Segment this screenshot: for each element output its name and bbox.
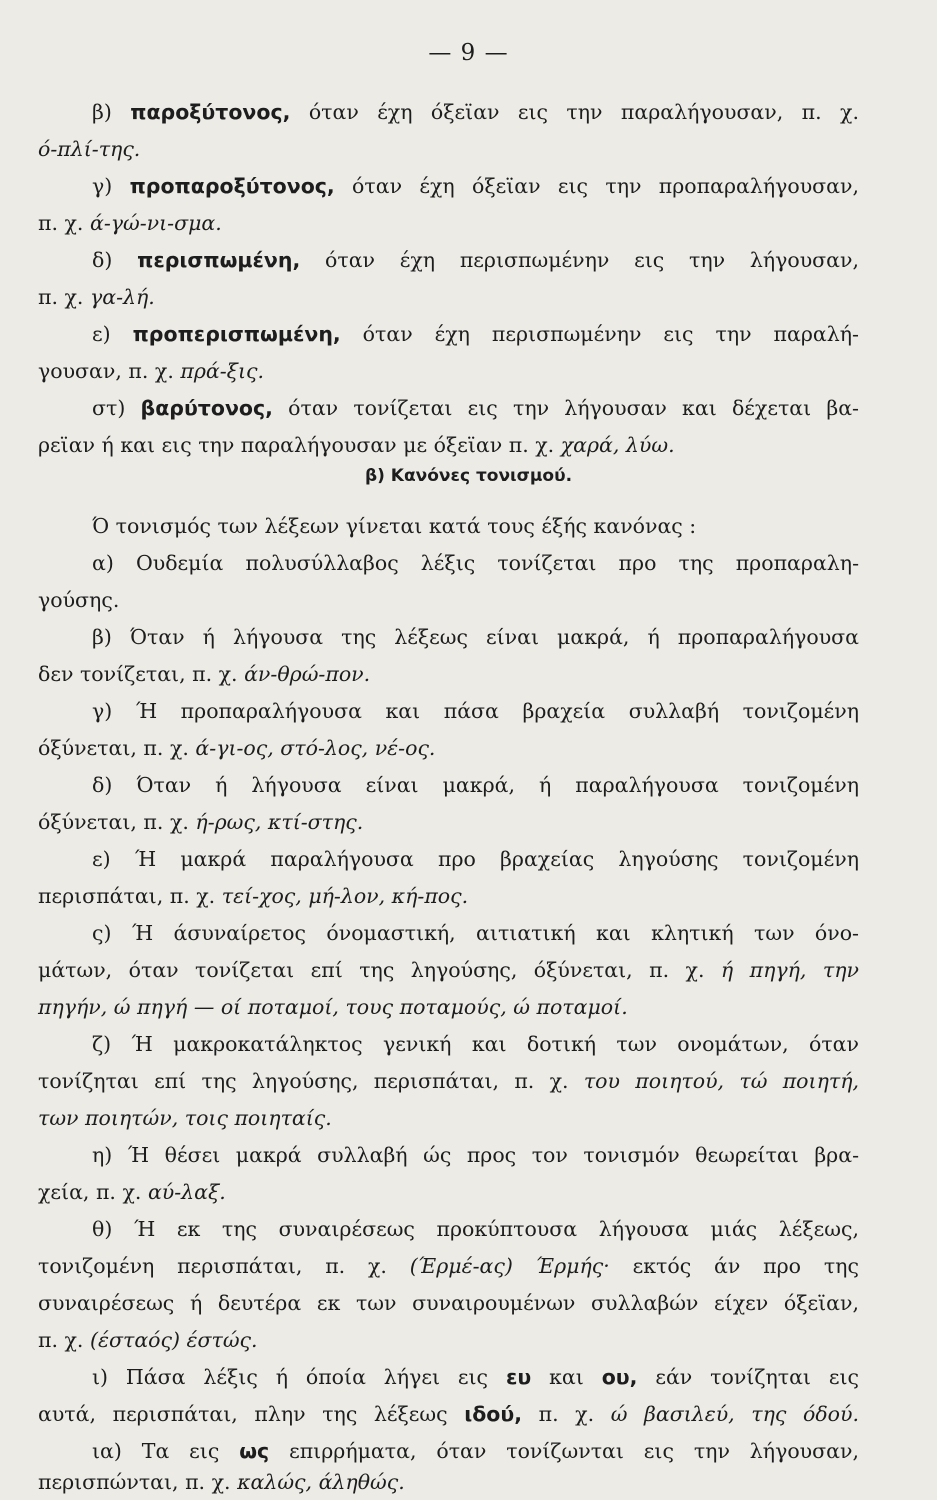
rule-th-line3: συναιρέσεως ή δευτέρα εκ των συναιρουμένων συλλαβών είχεν όξεϊαν, [38, 1291, 859, 1315]
line-paroxytone-example: ό-πλί-της. [38, 137, 141, 161]
line-properispomene: ε) προπερισπωμένη, όταν έχη περισπωμένην εις την παραλή- [92, 322, 859, 346]
rule-h-line2: χεία, π. χ. αύ-λαξ. [38, 1180, 226, 1204]
rule-d-line2: όξύνεται, π. χ. ή-ρως, κτί-στης. [38, 810, 364, 834]
rule-i-line2: αυτά, περισπάται, πλην της λέξεως ιδού, π. χ. ώ βασιλεύ, της όδού. [38, 1402, 859, 1426]
term-properispomene: προπερισπωμένη, [132, 322, 341, 346]
line-paroxytone: β) παροξύτονος, όταν έχη όξεϊαν εις την παραλήγουσαν, π. χ. [92, 100, 859, 124]
line-barytone: στ) βαρύτονος, όταν τονίζεται εις την λήγουσαν και δέχεται βα- [92, 396, 859, 420]
line-proparoxytone-example: π. χ. ά-γώ-νι-σμα. [38, 211, 222, 235]
rule-th-line4: π. χ. (έσταός) έστώς. [38, 1328, 258, 1352]
line-proparoxytone: γ) προπαροξύτονος, όταν έχη όξεϊαν εις την προπαραλήγουσαν, [92, 174, 859, 198]
rule-c-line2: όξύνεται, π. χ. ά-γι-ος, στό-λος, νέ-ος. [38, 736, 436, 760]
rule-i-line1: ι) Πάσα λέξις ή όποία λήγει εις ευ και ου, εάν τονίζηται εις [92, 1365, 859, 1389]
rule-b-line2: δεν τονίζεται, π. χ. άν-θρώ-πον. [38, 662, 371, 686]
rule-e-line2: περισπάται, π. χ. τεί-χος, μή-λον, κή-πος. [38, 884, 469, 908]
term-proparoxytone: προπαροξύτονος, [129, 174, 335, 198]
line-barytone-example: ρεϊαν ή και εις την παραλήγουσαν με όξεϊαν π. χ. χαρά, λύω. [38, 433, 675, 457]
rule-z-line3: των ποιητών, τοις ποιηταίς. [38, 1106, 332, 1130]
line-properispomene-example: γουσαν, π. χ. πρά-ξις. [38, 359, 264, 383]
rule-d-line1: δ) Όταν ή λήγουσα είναι μακρά, ή παραλήγουσα τονιζομένη [92, 773, 859, 797]
rule-s-line2: μάτων, όταν τονίζεται επί της ληγούσης, όξύνεται, π. χ. ή πηγή, την [38, 958, 859, 982]
intro-line: Ό τονισμός των λέξεων γίνεται κατά τους έξής κανόνας : [92, 514, 697, 538]
rule-z-line2: τονίζηται επί της ληγούσης, περισπάται, π. χ. του ποιητού, τώ ποιητή, [38, 1069, 859, 1093]
rule-c-line1: γ) Ή προπαραλήγουσα και πάσα βραχεία συλλαβή τονιζομένη [92, 699, 859, 723]
rule-e-line1: ε) Ή μακρά παραλήγουσα προ βραχείας ληγούσης τονιζομένη [92, 847, 859, 871]
rule-ia-line1: ια) Τα εις ως επιρρήματα, όταν τονίζωνται εις την λήγουσαν, [92, 1439, 859, 1463]
line-perispomene: δ) περισπωμένη, όταν έχη περισπωμένην εις την λήγουσαν, [92, 248, 859, 272]
rule-h-line1: η) Ή θέσει μακρά συλλαβή ώς προς τον τονισμόν θεωρείται βρα- [92, 1143, 859, 1167]
rule-a-line2: γούσης. [38, 588, 120, 612]
rule-s-line3: πηγήν, ώ πηγή — οί ποταμοί, τους ποταμούς, ώ ποταμοί. [38, 995, 628, 1019]
rule-s-line1: ς) Ή άσυναίρετος όνομαστική, αιτιατική και κλητική των όνο- [92, 921, 859, 945]
rule-ia-line2: περισπώνται, π. χ. καλώς, άληθώς. [38, 1470, 405, 1494]
section-heading: β) Κανόνες τονισμού. [364, 466, 573, 486]
rule-th-line2: τονιζομένη περισπάται, π. χ. (Έρμέ-ας) Έρμής· εκτός άν προ της [38, 1254, 859, 1278]
term-perispomene: περισπωμένη, [137, 248, 301, 272]
term-barytone: βαρύτονος, [140, 396, 273, 420]
term-paroxytone: παροξύτονος, [130, 100, 291, 124]
rule-a-line1: α) Ουδεμία πολυσύλλαβος λέξις τονίζεται προ της προπαραλη- [92, 551, 859, 575]
page-number: — 9 — [428, 40, 509, 66]
rule-b-line1: β) Όταν ή λήγουσα της λέξεως είναι μακρά, ή προπαραλήγουσα [92, 625, 859, 649]
rule-z-line1: ζ) Ή μακροκατάληκτος γενική και δοτική των ονομάτων, όταν [92, 1032, 859, 1056]
line-perispomene-example: π. χ. γα-λή. [38, 285, 155, 309]
rule-th-line1: θ) Ή εκ της συναιρέσεως προκύπτουσα λήγουσα μιάς λέξεως, [92, 1217, 859, 1241]
